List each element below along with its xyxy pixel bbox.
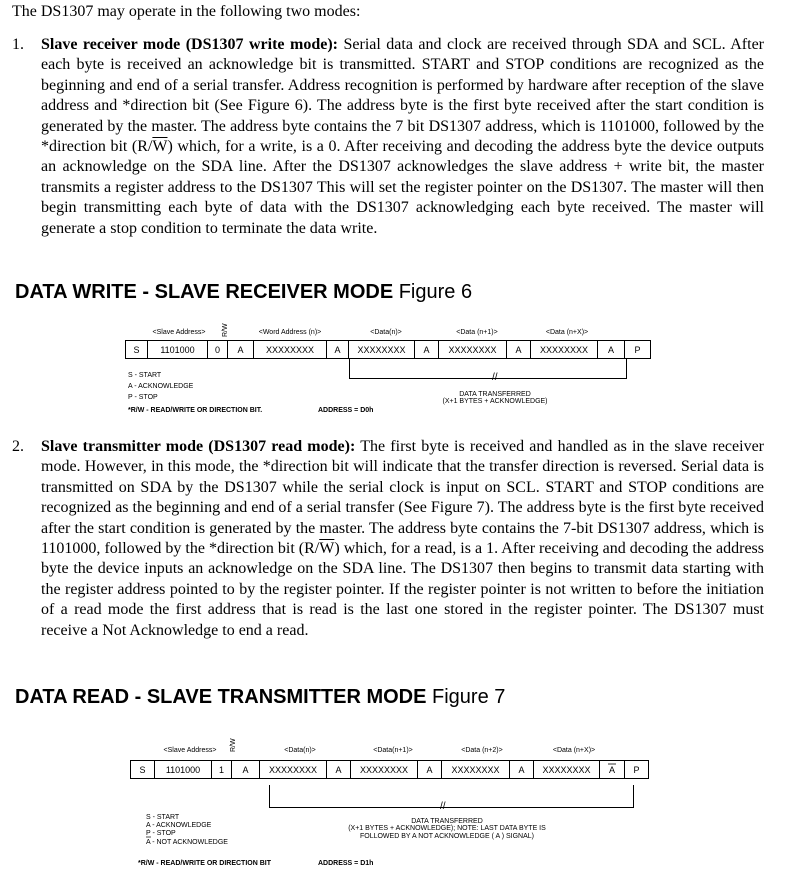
- figure6-cell-data: XXXXXXXX: [448, 345, 497, 355]
- figure6-label-data-nx: <Data (n+X)>: [545, 329, 589, 336]
- figure7-legend-stop: P - STOP: [146, 830, 176, 837]
- figure7-label-slave-address: <Slave Address>: [163, 747, 217, 754]
- figure7-cell-direction: 1: [218, 765, 225, 775]
- figure7-cell-stop: P: [633, 765, 640, 775]
- mode1-rw-w: $\overline{W}$: [152, 138, 168, 156]
- figure6-transfer-label: DATA TRANSFERRED: [459, 391, 531, 398]
- figure7-cell-ack: A: [426, 765, 433, 775]
- figure7-label-data-n: <Data(n)>: [284, 747, 316, 754]
- mode1-paragraph: [41, 35, 764, 239]
- figure6-legend-start: S - START: [128, 372, 162, 379]
- mode2-rw-w: $\overline{W}$: [319, 540, 335, 558]
- figure6-diagram: [0, 308, 792, 423]
- mode1-text: Serial data and clock are received through SDA and SCL. After each byte is received an acknowledge bit is transmitted. START and STOP conditions are recognized as the beginning and end of a serial transfer. Address recognition is performed by hardware after reception of the slave address and *direction bit (See Figure 6). The address byte is the first byte received after the start condition is generated by the master. The address byte contains the 7 bit DS1307 address, which is 1101000, followed by the *direction bit (R/: [41, 36, 765, 156]
- figure6-cell-data: XXXXXXXX: [539, 345, 589, 355]
- figure7-legend-not-ack: A - NOT ACKNOWLEDGE: [146, 839, 228, 846]
- intro-text: The DS1307 may operate in the following two modes:: [12, 3, 361, 20]
- figure7-cell-ack: A: [335, 765, 342, 775]
- figure6-heading-bold: DATA WRITE - SLAVE RECEIVER MODE: [15, 281, 394, 303]
- figure7-cell-start: S: [139, 765, 146, 775]
- figure7-legend-start: S - START: [146, 814, 180, 821]
- figure7-legend-ack: A - ACKNOWLEDGE: [146, 822, 212, 829]
- figure6-cell-direction: 0: [214, 345, 221, 355]
- mode1-text-end: ) which, for a write, is a 0. After receiving and decoding the address byte the device outputs an acknowledge on the SDA line. After the DS1307 acknowledges the slave address + write bit, the master transmits a register address to the DS1307 This will set the register pointer on the DS1307. The master will then begin transmitting each byte of data with the DS1307 acknowledging each byte received. The master will generate a stop condition to terminate the data write.: [41, 138, 765, 237]
- figure6-cell-start: S: [133, 345, 140, 355]
- figure7-cell-not-ack: A: [608, 765, 616, 775]
- mode2-paragraph: [41, 437, 764, 641]
- figure7-label-data-n1: <Data(n+1)>: [373, 747, 413, 754]
- figure7-address-note: ADDRESS = D1h: [318, 860, 374, 867]
- figure6-label-word-address: <Word Address (n)>: [258, 329, 322, 336]
- figure7-cell-data: XXXXXXXX: [268, 765, 318, 775]
- figure7-transfer-bracket: [270, 785, 634, 808]
- figure7-svg: [0, 728, 792, 878]
- figure7-cell-ack: A: [518, 765, 525, 775]
- figure7-transfer-label-3: FOLLOWED BY A NOT ACKNOWLEDGE ( A ) SIGNAL): [359, 833, 535, 840]
- mode2-title: Slave transmitter mode (DS1307 read mode):: [41, 438, 356, 455]
- figure7-heading-normal: Figure 7: [426, 686, 506, 708]
- figure7-label-data-n2: <Data (n+2)>: [461, 747, 503, 754]
- mode1-title: Slave receiver mode (DS1307 write mode):: [41, 36, 338, 53]
- figure7-rw-note: *R/W - READ/WRITE OR DIRECTION BIT: [138, 860, 271, 867]
- figure6-cell-data: XXXXXXXX: [265, 345, 315, 355]
- figure7-transfer-label-2: (X+1 BYTES + ACKNOWLEDGE); NOTE: LAST DATA BYTE IS: [348, 825, 546, 832]
- figure7-label-data-nx: <Data (n+X)>: [552, 747, 596, 754]
- figure7-heading: [15, 686, 505, 708]
- mode1-number: 1.: [12, 36, 24, 53]
- figure6-cell-ack: A: [423, 345, 430, 355]
- mode1-item: [12, 35, 764, 239]
- figure6-legend-stop: P - STOP: [128, 394, 158, 401]
- figure6-cell-ack: A: [334, 345, 341, 355]
- mode2-number: 2.: [12, 438, 24, 455]
- figure6-heading-normal: Figure 6: [393, 281, 473, 303]
- figure6-cell-address: 1101000: [160, 345, 195, 355]
- figure7-diagram: [0, 728, 792, 878]
- figure6-transfer-label-2: (X+1 BYTES + ACKNOWLEDGE): [442, 398, 548, 405]
- mode2-text: The first byte is received and handled as in the slave receiver mode. However, in this mode, the *direction bit will indicate that the transfer direction is reversed. Serial data is transmitted on SDA by the DS1307 while the serial clock is input on SCL. START and STOP conditions are recognized as the beginning and end of a serial transfer (See Figure 7). The address byte is the first byte received after the start condition is generated by the master. The address byte contains the 7-bit DS1307 address, which is 1101000, followed by the *direction bit (R/: [41, 438, 765, 558]
- figure6-svg: [0, 308, 792, 423]
- figure6-label-data-n: <Data(n)>: [370, 329, 402, 336]
- figure6-break-mark: //: [492, 372, 498, 383]
- figure7-cell-data: XXXXXXXX: [542, 765, 591, 775]
- figure6-label-data-n1: <Data (n+1)>: [456, 329, 498, 336]
- figure7-cell-data: XXXXXXXX: [451, 765, 500, 775]
- figure7-transfer-label: DATA TRANSFERRED: [411, 818, 483, 825]
- figure6-cell-ack: A: [237, 345, 244, 355]
- figure7-heading-bold: DATA READ - SLAVE TRANSMITTER MODE: [15, 686, 427, 708]
- figure6-legend-ack: A - ACKNOWLEDGE: [128, 383, 194, 390]
- figure6-cell-ack: A: [515, 345, 522, 355]
- figure6-transfer-bracket: [350, 359, 627, 379]
- figure6-rw-label: R/W: [222, 323, 229, 337]
- mode2-text-end: ) which, for a read, is a 1. After receiving and decoding the address byte the device inputs an acknowledge on the SDA line. The DS1307 then begins to transmit data starting with the register address pointed to by the register pointer. If the register pointer is not written to before the initiation of a read mode the first address that is read is the last one stored in the register pointer. The DS1307 must receive a Not Acknowledge to end a read.: [41, 540, 765, 639]
- figure7-cell-address: 1101000: [165, 765, 201, 775]
- figure6-heading: [15, 281, 472, 303]
- figure7-cell-data: XXXXXXXX: [359, 765, 409, 775]
- figure7-break-mark: //: [440, 801, 446, 812]
- figure6-address-note: ADDRESS = D0h: [318, 407, 374, 414]
- figure6-cell-data: XXXXXXXX: [357, 345, 406, 355]
- figure6-cell-ack: A: [607, 345, 615, 355]
- figure7-rw-label: R/W: [230, 738, 237, 752]
- figure6-label-slave-address: <Slave Address>: [152, 329, 206, 336]
- mode2-item: [12, 437, 764, 641]
- figure6-cell-stop: P: [634, 345, 641, 355]
- figure6-rw-note: *R/W - READ/WRITE OR DIRECTION BIT.: [128, 407, 263, 414]
- figure7-cell-ack: A: [242, 765, 249, 775]
